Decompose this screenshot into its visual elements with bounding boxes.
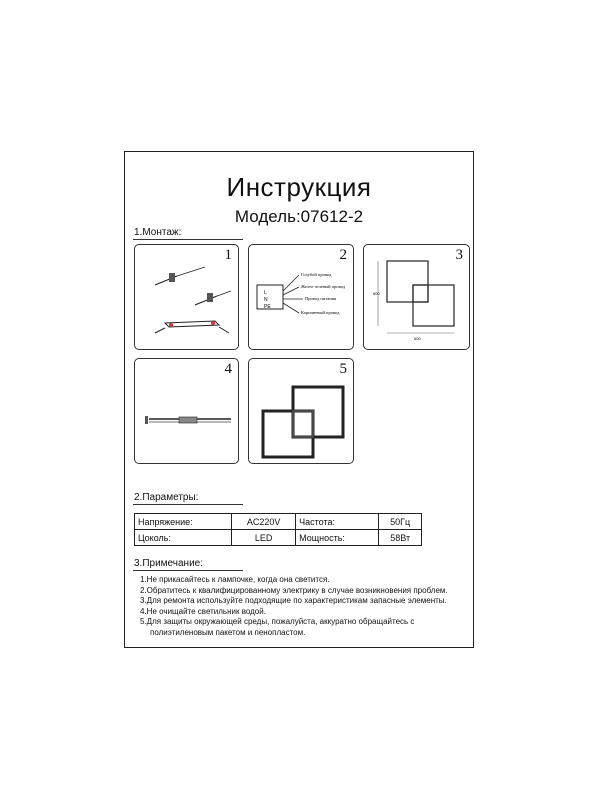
model-number: Модель:07612-2 xyxy=(234,207,364,226)
dimension-drawing xyxy=(364,245,470,350)
montage-panel-3 xyxy=(363,244,470,350)
panel-number: 2 xyxy=(339,247,347,263)
panel-number: 5 xyxy=(339,361,347,377)
section-divider xyxy=(133,570,243,571)
param-base-value: LED xyxy=(232,530,296,546)
section-divider xyxy=(133,504,243,505)
montage-panel-4 xyxy=(134,358,239,464)
terminal-pe-label: PE xyxy=(264,304,271,310)
list-item: 3.Для ремонта используйте подходящие по характеристикам запасные элементы. xyxy=(140,596,447,606)
panel-number: 3 xyxy=(455,247,463,263)
parameters-table xyxy=(134,513,422,546)
wire-label-blue: Голубой провод xyxy=(301,272,332,277)
wire-label-power: Провод питания xyxy=(305,296,337,301)
wire-label-yellow-green: Желто-зеленый провод xyxy=(301,284,346,289)
param-power-label: Мощность: xyxy=(296,530,379,546)
param-voltage-value: AC220V xyxy=(232,514,296,530)
section-notes-heading: 3.Примечание: xyxy=(134,558,203,569)
list-item: 5.Для защиты окружающей среды, пожалуйста, аккуратно обращайтесь с xyxy=(140,617,415,627)
section-divider xyxy=(133,239,243,240)
param-frequency-value: 50Гц xyxy=(379,514,422,530)
instruction-sheet xyxy=(124,151,474,648)
param-base-label: Цоколь: xyxy=(135,530,232,546)
terminal-n-label: N xyxy=(264,297,268,303)
section-params-heading: 2.Параметры: xyxy=(134,492,199,503)
assembled-fixture-illustration xyxy=(249,359,354,464)
list-item: 2.Обратитесь к квалифицированному электрику в случае возникновения проблем. xyxy=(140,585,448,595)
param-voltage-label: Напряжение: xyxy=(135,514,232,530)
montage-panel-2 xyxy=(248,244,354,350)
dimension-width-label: 600 xyxy=(414,336,421,341)
notes-list xyxy=(140,575,460,639)
side-view-illustration xyxy=(135,359,239,464)
section-montage-heading: 1.Монтаж: xyxy=(134,227,182,238)
list-item-continuation: полиэтиленовым пакетом и пенопластом. xyxy=(150,627,306,637)
montage-panel-1 xyxy=(134,244,239,350)
list-item: 1.Не прикасайтесь к лампочке, когда она светится. xyxy=(140,575,330,584)
document-title: Инструкция xyxy=(226,172,372,202)
panel-number: 1 xyxy=(224,247,232,263)
dimension-height-label: 600 xyxy=(373,291,380,296)
wiring-diagram xyxy=(249,245,354,350)
terminal-l-label: L xyxy=(264,290,267,296)
panel-number: 4 xyxy=(224,361,232,377)
montage-panel-5 xyxy=(248,358,354,464)
param-power-value: 58Вт xyxy=(379,530,422,546)
table-row xyxy=(135,530,422,546)
param-frequency-label: Частота: xyxy=(296,514,379,530)
wire-label-brown: Коричневый провод xyxy=(301,310,340,315)
list-item: 4.Не очищайте светильник водой. xyxy=(140,606,266,616)
table-row xyxy=(135,514,422,530)
mounting-screws-illustration xyxy=(135,245,239,350)
